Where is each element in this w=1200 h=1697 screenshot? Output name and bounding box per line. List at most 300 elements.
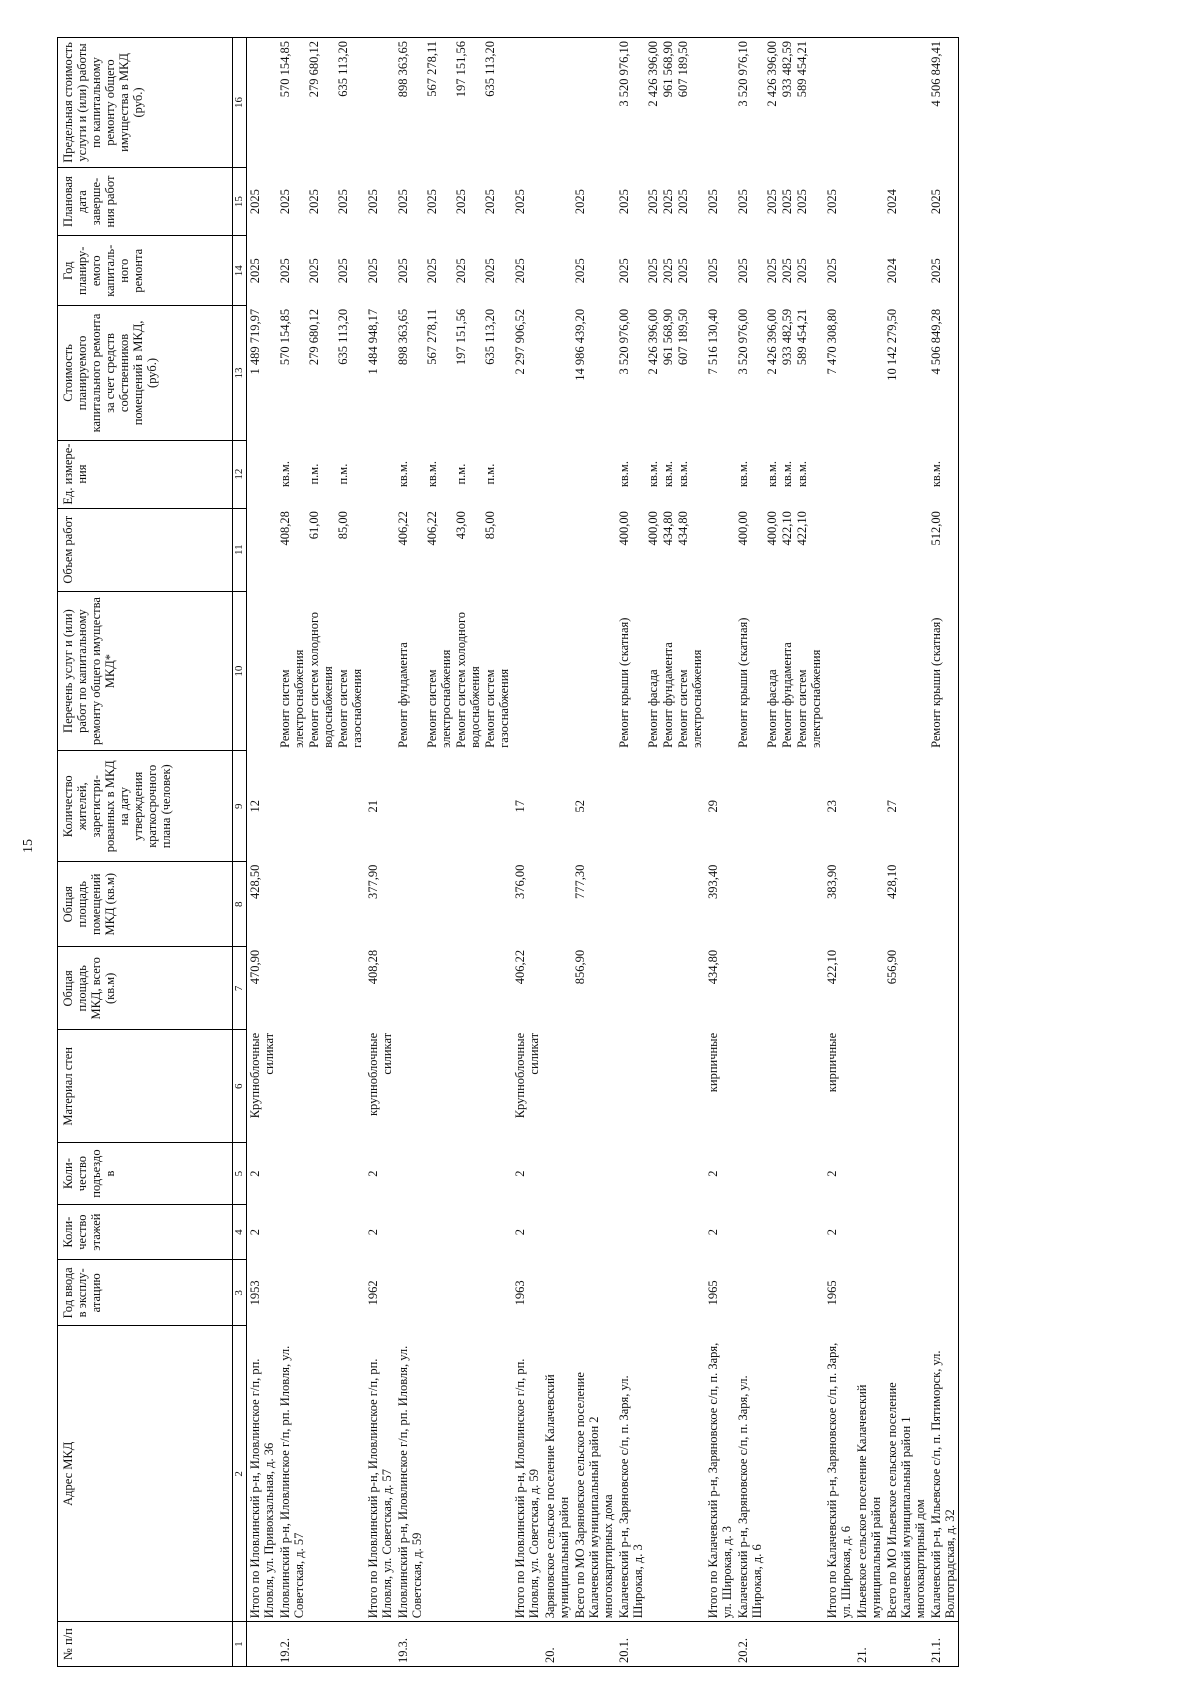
column-number: 6 (233, 1030, 247, 1143)
repair-year: 2025 (706, 258, 720, 284)
column-number: 15 (233, 167, 247, 235)
work-type (884, 591, 928, 751)
floors (854, 1204, 884, 1259)
limit-cost (542, 38, 572, 168)
residents (646, 751, 661, 862)
row-number (247, 1622, 278, 1667)
repair-year (542, 236, 572, 306)
year-built (928, 1260, 959, 1326)
address (425, 1326, 454, 1622)
unit: кв.м. (928, 440, 959, 508)
entrances (395, 1143, 425, 1205)
total-area (454, 947, 483, 1030)
row-number (512, 1622, 542, 1667)
completion-year: 2025 (646, 189, 660, 215)
work-volume: 43,00 (454, 511, 468, 540)
work-type: Ремонт фундамента (661, 642, 675, 748)
repair-year: 2025 (661, 258, 675, 284)
column-number-row (233, 38, 247, 1667)
work-type (854, 591, 884, 751)
premises-area (307, 862, 336, 947)
column-header: Год ввода в эксплу-атацию (58, 1260, 233, 1326)
table-row (735, 38, 765, 1667)
work-volume: 85,00 (483, 511, 497, 540)
row-number (307, 1622, 336, 1667)
completion-year (542, 167, 572, 235)
planned-cost: 7 516 130,40 (706, 308, 720, 375)
unit: п.м. (454, 463, 468, 485)
column-number: 5 (233, 1143, 247, 1205)
planned-cost: 635 113,20 (336, 308, 350, 365)
limit-cost (365, 38, 395, 168)
planned-cost: 898 363,65 (396, 308, 410, 366)
repair-year: 2025 (483, 258, 497, 284)
residents (336, 751, 365, 862)
planned-cost (854, 306, 884, 440)
premises-area (395, 862, 425, 947)
wall-material (425, 1030, 454, 1143)
completion-year: 2025 (483, 189, 497, 215)
planned-cost: 14 986 439,20 (573, 308, 587, 381)
address (765, 1326, 780, 1622)
column-number: 14 (233, 236, 247, 306)
entrances (884, 1143, 928, 1205)
year-built (483, 1260, 512, 1326)
row-number (676, 1622, 705, 1667)
wall-material: Крупноблочные силикат (513, 1032, 541, 1119)
wall-material (646, 1030, 661, 1143)
premises-area (277, 862, 307, 947)
address: Иловлинский р-н, Иловлинское г/п, рп. Иловля, ул. Советская, д. 59 (395, 1326, 425, 1622)
unit: п.м. (336, 463, 350, 485)
work-volume: 434,80 (661, 511, 675, 546)
row-number: 20.1. (616, 1622, 646, 1667)
row-number: 20. (542, 1622, 572, 1667)
address: Заряновское сельское поселение Калачевский муниципальный район (542, 1326, 572, 1622)
residents (425, 751, 454, 862)
year-built (572, 1260, 616, 1326)
floors (646, 1204, 661, 1259)
unit: кв.м. (617, 461, 631, 488)
year-built (646, 1260, 661, 1326)
repair-year: 2025 (336, 258, 350, 284)
table-row (425, 38, 454, 1667)
work-volume: 400,00 (765, 511, 779, 546)
floors (542, 1204, 572, 1259)
residents (616, 751, 646, 862)
table-row (765, 38, 780, 1667)
total-area: 656,90 (885, 949, 899, 985)
column-header: Год планиру-емого капиталь-ного ремонта (58, 236, 233, 306)
work-volume: 406,22 (396, 511, 410, 546)
column-header: Общая площадь помещений МКД (кв.м) (58, 862, 233, 947)
repair-year: 2025 (454, 258, 468, 284)
completion-year: 2025 (928, 167, 959, 235)
column-number: 4 (233, 1204, 247, 1259)
total-area (735, 947, 765, 1030)
address: Итого по Иловлинский р-н, Иловлинское г/п, рп. Иловля, ул. Советская, д. 59 (512, 1326, 542, 1622)
repair-year: 2025 (248, 258, 262, 284)
work-volume: 400,00 (617, 511, 631, 546)
premises-area (854, 862, 884, 947)
address: Итого по Калачевский р-н, Заряновское с/п, п. Заря, ул. Широкая, д. 6 (824, 1326, 854, 1622)
row-number: 19.2. (277, 1622, 307, 1667)
entrances (425, 1143, 454, 1205)
work-type: Ремонт фасада (765, 669, 779, 748)
entrances: 2 (513, 1170, 527, 1177)
premises-area (661, 862, 676, 947)
floors: 2 (248, 1229, 262, 1236)
table-row (795, 38, 824, 1667)
table-row (780, 38, 795, 1667)
unit: п.м. (307, 463, 321, 485)
address (646, 1326, 661, 1622)
floors: 2 (825, 1229, 839, 1236)
work-type: Ремонт крыши (скатная) (617, 617, 631, 748)
work-volume (365, 508, 395, 591)
limit-cost: 567 278,11 (425, 38, 454, 168)
column-header: № п/п (58, 1622, 233, 1667)
page-number: 15 (21, 839, 36, 853)
work-volume: 400,00 (736, 511, 750, 546)
limit-cost: 635 113,20 (483, 38, 512, 168)
limit-cost: 961 568,90 (661, 38, 676, 168)
total-area (542, 947, 572, 1030)
address (336, 1326, 365, 1622)
planned-cost: 2 297 906,52 (513, 308, 527, 375)
floors (395, 1204, 425, 1259)
table-row (616, 38, 646, 1667)
unit: кв.м. (736, 461, 750, 488)
subtotal-row (365, 38, 395, 1667)
wall-material: Крупноблочные силикат (248, 1032, 276, 1119)
unit (512, 440, 542, 508)
planned-cost: 589 454,21 (795, 308, 809, 366)
wall-material (780, 1030, 795, 1143)
total-row (572, 38, 616, 1667)
completion-year: 2025 (661, 189, 675, 215)
column-number: 9 (233, 751, 247, 862)
wall-material (676, 1030, 705, 1143)
wall-material (854, 1030, 884, 1143)
wall-material (735, 1030, 765, 1143)
work-type: Ремонт систем электроснабжения (795, 649, 823, 748)
residents (542, 751, 572, 862)
column-number: 3 (233, 1260, 247, 1326)
unit (705, 440, 735, 508)
floors (780, 1204, 795, 1259)
repair-year (854, 236, 884, 306)
wall-material (884, 1030, 928, 1143)
column-number: 1 (233, 1622, 247, 1667)
total-area (483, 947, 512, 1030)
limit-cost: 589 454,21 (795, 38, 824, 168)
residents (661, 751, 676, 862)
floors (454, 1204, 483, 1259)
column-number: 7 (233, 947, 247, 1030)
work-volume: 422,10 (795, 511, 809, 546)
work-type: Ремонт фасада (646, 669, 660, 748)
total-area: 470,90 (248, 949, 262, 985)
row-number: 21. (854, 1622, 884, 1667)
address: Калачевский р-н, Заряновское с/п, п. Заря, ул. Широкая, д. 3 (616, 1326, 646, 1622)
work-volume: 434,80 (676, 511, 690, 546)
premises-area (735, 862, 765, 947)
entrances (795, 1143, 824, 1205)
residents (765, 751, 780, 862)
repair-year: 2025 (278, 258, 292, 284)
premises-area: 428,10 (885, 864, 899, 900)
year-built (854, 1260, 884, 1326)
repair-year: 2025 (795, 258, 809, 284)
entrances (277, 1143, 307, 1205)
column-header: Коли-чество этажей (58, 1204, 233, 1259)
table-body (247, 38, 959, 1667)
unit (884, 440, 928, 508)
repair-year: 2025 (765, 258, 779, 284)
residents: 27 (885, 800, 899, 813)
work-type (247, 591, 278, 751)
table-row (454, 38, 483, 1667)
address: Иловлинский р-н, Иловлинское г/п, рп. Иловля, ул. Советская, д. 57 (277, 1326, 307, 1622)
premises-area (616, 862, 646, 947)
entrances (572, 1143, 616, 1205)
column-number: 16 (233, 38, 247, 168)
floors: 2 (366, 1229, 380, 1236)
row-number (425, 1622, 454, 1667)
address (307, 1326, 336, 1622)
wall-material: кирпичные (706, 1032, 720, 1093)
wall-material: крупноблочные силикат (366, 1032, 394, 1117)
residents: 29 (706, 800, 720, 813)
residents: 52 (573, 800, 587, 813)
table-row (676, 38, 705, 1667)
unit: кв.м. (396, 461, 410, 488)
limit-cost: 197 151,56 (454, 38, 483, 168)
column-header: Перечень услуг и (или) работ по капитальному ремонту общего имущества МКД* (58, 591, 233, 751)
year-built (661, 1260, 676, 1326)
column-number: 13 (233, 306, 247, 440)
premises-area (336, 862, 365, 947)
wall-material (928, 1030, 959, 1143)
entrances (646, 1143, 661, 1205)
unit (247, 440, 278, 508)
planned-cost: 961 568,90 (661, 308, 675, 366)
completion-year: 2025 (396, 189, 410, 215)
work-volume (572, 508, 616, 591)
entrances (483, 1143, 512, 1205)
year-built: 1953 (248, 1280, 262, 1306)
premises-area: 393,40 (706, 864, 720, 900)
repair-year: 2025 (573, 258, 587, 284)
limit-cost (572, 38, 616, 168)
work-type: Ремонт систем газоснабжения (336, 668, 364, 748)
total-row (884, 38, 928, 1667)
work-type: Ремонт крыши (скатная) (928, 591, 959, 751)
column-header: Объем работ (58, 508, 233, 591)
completion-year: 2025 (780, 189, 794, 215)
premises-area: 377,90 (366, 864, 380, 900)
premises-area (542, 862, 572, 947)
subtotal-row (705, 38, 735, 1667)
planned-cost: 1 489 719,97 (248, 308, 262, 375)
planned-cost: 10 142 279,50 (885, 308, 899, 381)
unit: кв.м. (765, 461, 779, 488)
entrances: 2 (706, 1170, 720, 1177)
total-area (676, 947, 705, 1030)
address: Калачевский р-н, Ильевское с/п, п. Пятиморск, ул. Волгоградская, д. 32 (928, 1326, 959, 1622)
total-area: 406,22 (513, 949, 527, 985)
work-type: Ремонт крыши (скатная) (736, 617, 750, 748)
entrances: 2 (825, 1170, 839, 1177)
floors (425, 1204, 454, 1259)
limit-cost: 2 426 396,00 (646, 38, 661, 168)
limit-cost (824, 38, 854, 168)
table-row (307, 38, 336, 1667)
completion-year: 2025 (425, 189, 439, 215)
repair-year: 2025 (646, 258, 660, 284)
work-type: Ремонт систем электроснабжения (278, 649, 306, 748)
year-built (425, 1260, 454, 1326)
subtotal-row (824, 38, 854, 1667)
total-area (928, 947, 959, 1030)
limit-cost: 3 520 976,10 (735, 38, 765, 168)
total-area (616, 947, 646, 1030)
wall-material (542, 1030, 572, 1143)
entrances (765, 1143, 780, 1205)
row-number (365, 1622, 395, 1667)
premises-area (454, 862, 483, 947)
completion-year: 2025 (795, 189, 809, 215)
unit: кв.м. (676, 461, 690, 488)
unit: кв.м. (661, 461, 675, 488)
year-built (336, 1260, 365, 1326)
floors (483, 1204, 512, 1259)
residents (780, 751, 795, 862)
work-type: Ремонт систем электроснабжения (425, 649, 453, 748)
work-volume: 408,28 (278, 511, 292, 546)
subtotal-row (247, 38, 278, 1667)
planned-cost: 1 484 948,17 (366, 308, 380, 375)
completion-year: 2025 (617, 189, 631, 215)
completion-year: 2025 (513, 189, 527, 215)
year-built (795, 1260, 824, 1326)
row-number (661, 1622, 676, 1667)
residents (676, 751, 705, 862)
total-area (425, 947, 454, 1030)
work-volume: 512,00 (928, 508, 959, 591)
row-number (795, 1622, 824, 1667)
total-area: 856,90 (573, 949, 587, 985)
work-type: Ремонт систем холодного водоснабжения (307, 611, 335, 748)
residents (395, 751, 425, 862)
premises-area (646, 862, 661, 947)
premises-area: 428,50 (248, 864, 262, 900)
column-number: 10 (233, 591, 247, 751)
premises-area (780, 862, 795, 947)
floors (765, 1204, 780, 1259)
row-number (336, 1622, 365, 1667)
work-volume: 61,00 (307, 511, 321, 540)
floors (336, 1204, 365, 1259)
limit-cost: 570 154,85 (277, 38, 307, 168)
entrances (735, 1143, 765, 1205)
premises-area (483, 862, 512, 947)
total-area (336, 947, 365, 1030)
total-area (780, 947, 795, 1030)
year-built (542, 1260, 572, 1326)
completion-year: 2025 (765, 189, 779, 215)
column-number: 11 (233, 508, 247, 591)
table-row (928, 38, 959, 1667)
wall-material: кирпичные (825, 1032, 839, 1093)
total-area (646, 947, 661, 1030)
address: Итого по Калачевский р-н, Заряновское с/п, п. Заря, ул. Широкая, д. 3 (705, 1326, 735, 1622)
completion-year: 2025 (307, 189, 321, 215)
work-type: Ремонт систем холодного водоснабжения (454, 611, 482, 748)
total-area (395, 947, 425, 1030)
work-volume (824, 508, 854, 591)
completion-year: 2025 (825, 189, 839, 215)
work-type (824, 591, 854, 751)
limit-cost (705, 38, 735, 168)
wall-material (395, 1030, 425, 1143)
address: Всего по МО Заряновское сельское поселение Калачевский муниципальный район 2 многоквартирных дома (572, 1326, 616, 1622)
planned-cost: 3 520 976,00 (617, 308, 631, 375)
residents (735, 751, 765, 862)
column-header: Адрес МКД (58, 1326, 233, 1622)
wall-material (307, 1030, 336, 1143)
total-area (307, 947, 336, 1030)
row-number (780, 1622, 795, 1667)
floors: 2 (513, 1229, 527, 1236)
address: Калачевский р-н, Заряновское с/п, п. Заря, ул. Широкая, д. 6 (735, 1326, 765, 1622)
floors (572, 1204, 616, 1259)
completion-year: 2025 (454, 189, 468, 215)
floors (661, 1204, 676, 1259)
repair-year: 2025 (825, 258, 839, 284)
column-header: Предельная стоимость услуги и (или) работы по капитальному ремонту общего имущества в МКД (руб.) (58, 38, 233, 168)
table-row (661, 38, 676, 1667)
completion-year: 2024 (885, 189, 899, 215)
repair-year: 2025 (396, 258, 410, 284)
address: Итого по Иловлинский р-н, Иловлинское г/п, рп. Иловля, ул. Привокзальная, д. 36 (247, 1326, 278, 1622)
repair-year: 2025 (736, 258, 750, 284)
premises-area (928, 862, 959, 947)
row-number (705, 1622, 735, 1667)
completion-year: 2025 (336, 189, 350, 215)
wall-material (336, 1030, 365, 1143)
limit-cost: 2 426 396,00 (765, 38, 780, 168)
premises-area: 376,00 (513, 864, 527, 900)
residents: 17 (513, 800, 527, 813)
work-volume: 85,00 (336, 511, 350, 540)
year-built (395, 1260, 425, 1326)
row-number (572, 1622, 616, 1667)
completion-year: 2025 (366, 189, 380, 215)
total-area: 434,80 (706, 949, 720, 985)
total-area (795, 947, 824, 1030)
limit-cost: 3 520 976,10 (616, 38, 646, 168)
address (483, 1326, 512, 1622)
planned-cost: 2 426 396,00 (765, 308, 779, 375)
address (661, 1326, 676, 1622)
planned-cost: 4 506 849,28 (928, 306, 959, 440)
premises-area (425, 862, 454, 947)
wall-material (661, 1030, 676, 1143)
residents (277, 751, 307, 862)
column-number: 12 (233, 440, 247, 508)
